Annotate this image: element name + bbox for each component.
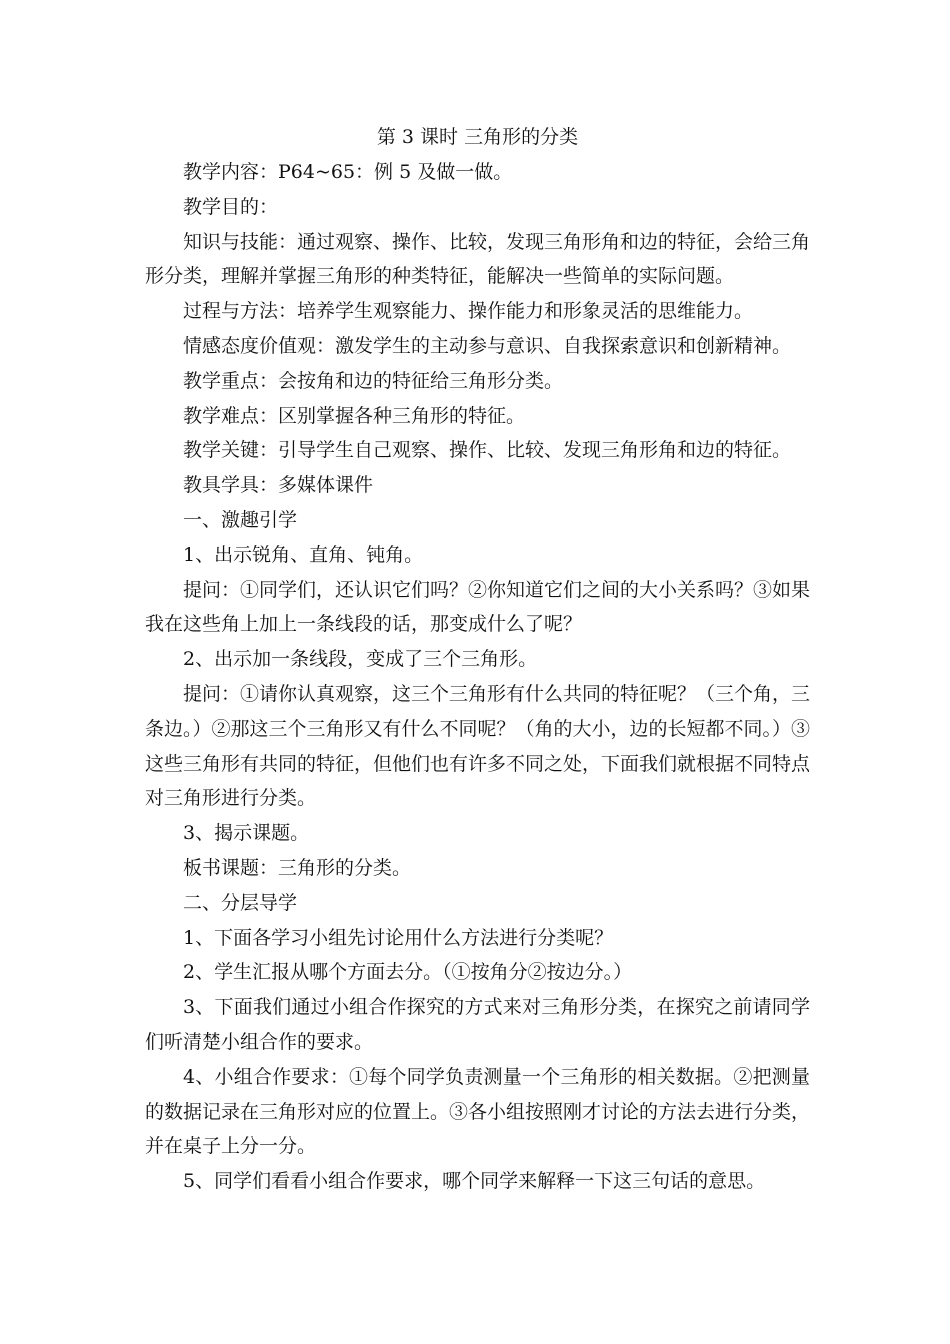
list-item: 3、揭示课题。: [183, 822, 310, 845]
section-heading-guided-learning: 二、分层导学: [183, 891, 298, 914]
list-item: 4、小组合作要求：①每个同学负责测量一个三角形的相关数据。②把测量的数据记录在三角形对应的位置上。③各小组按照刚才讨论的方法去进行分类，并在桌子上分一分。: [145, 1065, 811, 1158]
paragraph-key-approach: 教学关键：引导学生自己观察、操作、比较、发现三角形角和边的特征。: [183, 439, 792, 462]
lesson-title: 第 3 课时 三角形的分类: [376, 126, 579, 148]
list-item: 1、出示锐角、直角、钝角。: [183, 543, 424, 566]
list-item: 提问：①请你认真观察，这三个三角形有什么共同的特征呢？（三个角，三条边。）②那这三个三角形又有什么不同呢？（角的大小，边的长短都不同。）③这些三角形有共同的特征，但他们也有许多不同之处，下面我们就根据不同特点对三角形进行分类。: [145, 682, 811, 810]
document-body: [145, 120, 810, 1199]
paragraph-attitude-values: 情感态度价值观：激发学生的主动参与意识、自我探索意识和创新精神。: [183, 334, 792, 357]
list-item: 3、下面我们通过小组合作探究的方式来对三角形分类，在探究之前请同学们听清楚小组合作的要求。: [145, 996, 810, 1053]
list-item: 2、出示加一条线段，变成了三个三角形。: [183, 648, 538, 671]
list-item: 板书课题：三角形的分类。: [183, 856, 412, 879]
list-item: 提问：①同学们，还认识它们吗？②你知道它们之间的大小关系吗？③如果我在这些角上加上一条线段的话，那变成什么了呢？: [145, 578, 811, 636]
paragraph-teaching-content: 教学内容：P64~65：例 5 及做一做。: [183, 161, 513, 183]
list-item: 1、下面各学习小组先讨论用什么方法进行分类呢？: [183, 926, 614, 949]
section-heading-intro: 一、激趣引学: [183, 508, 298, 531]
paragraph-teaching-goals: 教学目的：: [183, 195, 279, 218]
paragraph-teaching-aids: 教具学具：多媒体课件: [183, 474, 374, 497]
list-item: 5、同学们看看小组合作要求，哪个同学来解释一下这三句话的意思。: [183, 1170, 766, 1193]
paragraph-difficulties: 教学难点：区别掌握各种三角形的特征。: [183, 404, 526, 427]
list-item: 2、学生汇报从哪个方面去分。（①按角分②按边分。）: [183, 961, 633, 984]
paragraph-knowledge-skills: 知识与技能：通过观察、操作、比较，发现三角形角和边的特征，会给三角形分类，理解并掌握三角形的种类特征，能解决一些简单的实际问题。: [145, 230, 811, 288]
paragraph-key-points: 教学重点：会按角和边的特征给三角形分类。: [183, 369, 564, 392]
paragraph-process-methods: 过程与方法：培养学生观察能力、操作能力和形象灵活的思维能力。: [183, 300, 754, 323]
